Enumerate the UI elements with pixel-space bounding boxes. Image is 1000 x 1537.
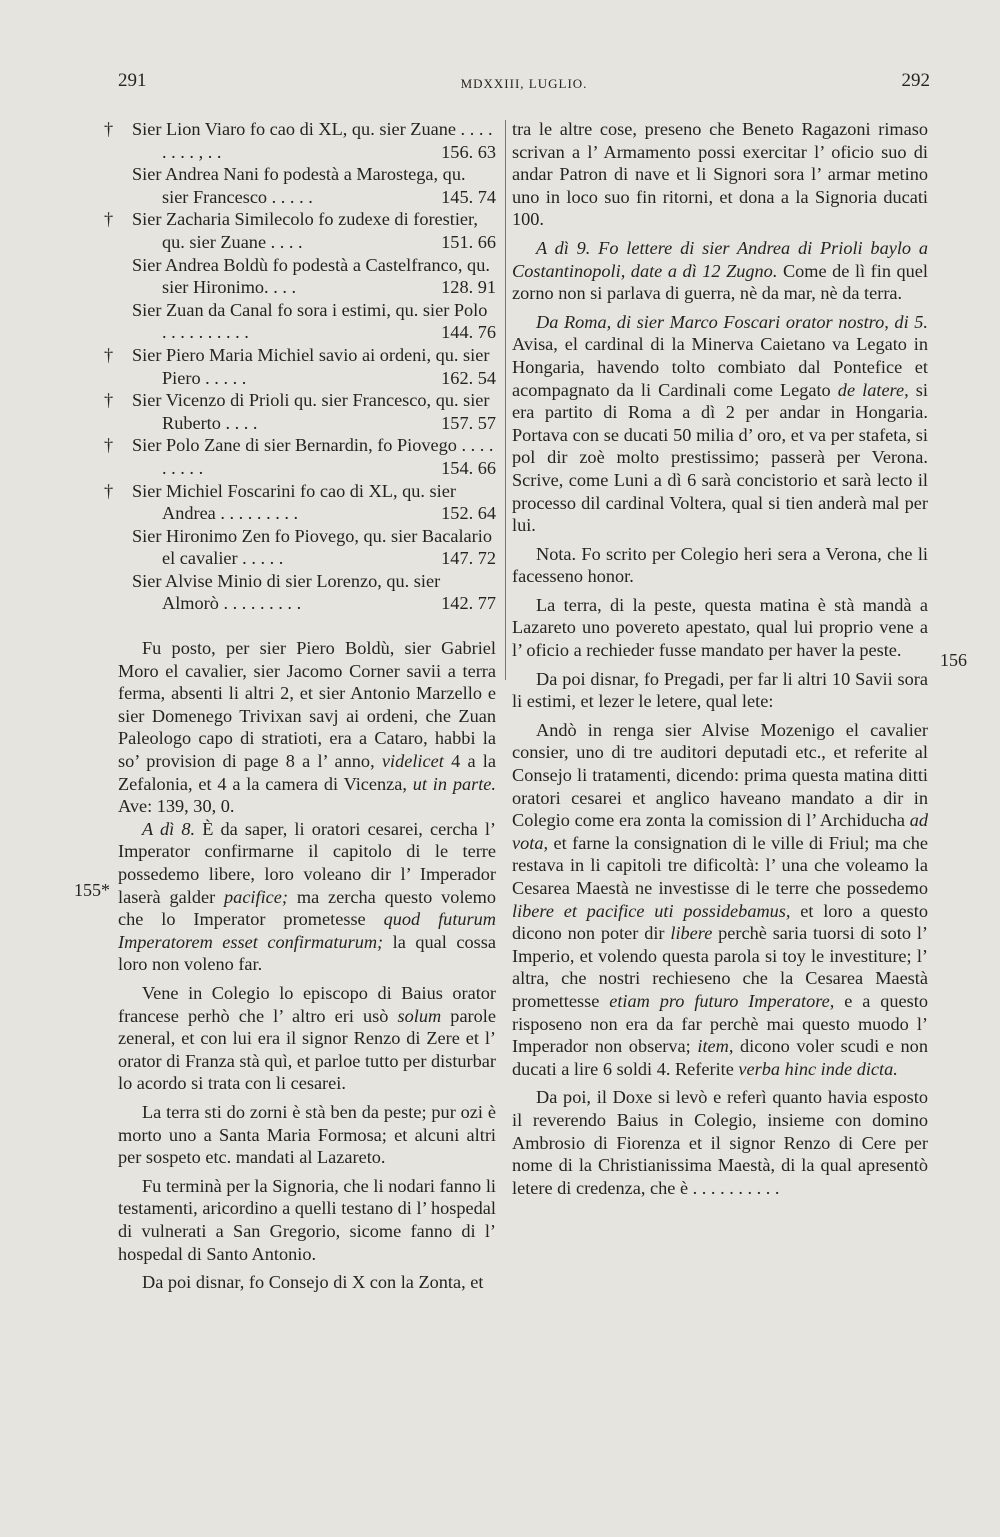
vote-list [118, 118, 496, 615]
column-rule [505, 120, 506, 680]
entry-votes: 156. 63 [441, 141, 496, 162]
entry-text: Sier Hironimo Zen fo Piovego, qu. sier Bacalario el cavalier . . . . . [132, 525, 492, 569]
vote-entry [118, 389, 496, 434]
vote-entry [118, 299, 496, 344]
paragraph-nota: Nota. Fo scrito per Colegio heri sera a Verona, che li facesseno honor. [512, 543, 928, 587]
paragraph-decree: Fu posto, per sier Piero Boldù, sier Gabriel Moro el cavalier, sier Jacomo Corner savii a terra ferma, absenti li altri 2, et sier Antonio Marzello e sier Domenego Trivixan savj ai ordeni, che Zuan Paleologo capo di stratioti, era a Cataro, habbi la so’ provision di page 8 a l’ anno, videlicet 4 a la Zefalonia, et 4 a la camera di Vicenza, ut in parte. Ave: 139, 30, 0. [118, 638, 496, 817]
entry-votes: 145. 74 [441, 186, 496, 207]
entry-text: Sier Andrea Nani fo podestà a Marostega, qu. sier Francesco . . . . . [132, 164, 466, 207]
entry-text: Sier Zuan da Canal fo sora i estimi, qu. sier Polo . . . . . . . . . . [132, 299, 488, 343]
paragraph-baius: Vene in Colegio lo episcopo di Baius orator francese perhò che l’ altro eri usò solum parole zeneral, et con lui era il signor Renzo di Zere et l’ orator di Franza stà quì, et parloe tutto per disturbar lo acordo si trata con li cesarei. [118, 982, 496, 1094]
vote-entry [118, 208, 496, 253]
vote-entry [118, 163, 496, 208]
paragraph-doxe: Da poi, il Doxe si levò e referì quanto havia esposto il reverendo Baius in Colegio, insieme con domino Ambrosio di Fiorenza et il signor Renzo di Cere per nome di la Christianissima Maestà, di la qual apresentò letere di credenza, che è . . . . . . . . . . [512, 1087, 928, 1198]
entry-text: Sier Vicenzo di Prioli qu. sier Francesco, qu. sier Ruberto . . . . [132, 390, 490, 433]
entry-text: Sier Michiel Foscarini fo cao di XL, qu. sier Andrea . . . . . . . . . [132, 480, 456, 524]
paragraph-consejo: Da poi disnar, fo Consejo di X con la Zonta, et [142, 1272, 484, 1293]
paragraph-mozenigo: Andò in renga sier Alvise Mozenigo el cavalier consier, uno di tre auditori deputadi etc., et referite al Consejo li tratamenti, dicendo: prima questa matina ditti oratori cesarei et anglico haveano mandato a dir in Colegio come era zonta la comission di l’ Archiducha ad vota, et farne la consignation di le ville di Friul; ma che restava in li capitoli tre dificoltà: l’ una che voleamo la Cesarea Maestà ne investisse di le terre che possedemo libere et pacifice uti possidebamus, et loro a questo dicono non poter dir libere perchè saria tuorsi di soto l’ Imperio, et volendo questa parola si toy le investiture; l’ altra, che nostri rechieseno che la Cesarea Maestà promettesse etiam pro futuro Imperatore, e a questo risposeno non era da far perchè mai questo muodo l’ Imperador non observa; item, dicono voler scudi e non ducati a lire 6 soldi 4. Referite verba hinc inde dicta. [512, 719, 928, 1079]
entry-votes: 162. 54 [441, 367, 496, 388]
left-page-number: 291 [118, 70, 147, 91]
entry-votes: 144. 76 [441, 322, 496, 343]
entry-text: Sier Piero Maria Michiel savio ai ordeni, qu. sier Piero . . . . . [132, 344, 490, 388]
running-title: MDXXIII, LUGLIO. [460, 76, 588, 91]
vote-entry [118, 570, 496, 615]
entry-text: Sier Andrea Boldù fo podestà a Castelfranco, qu. sier Hironimo. . . . [132, 254, 490, 298]
entry-text: Sier Zacharia Similecolo fo zudexe di forestier, qu. sier Zuane . . . . [132, 209, 478, 252]
vote-entry [118, 254, 496, 299]
entry-text: Sier Lion Viaro fo cao di XL, qu. sier Zuane . . . . . . . . , . . [132, 119, 493, 162]
entry-votes: 151. 66 [441, 231, 496, 252]
left-column [118, 118, 496, 1294]
vote-entry [118, 525, 496, 570]
entry-votes: 128. 91 [441, 277, 496, 298]
entry-text: Sier Alvise Minio di sier Lorenzo, qu. sier Almorò . . . . . . . . . [132, 570, 441, 614]
entry-votes: 147. 72 [441, 548, 496, 569]
paragraph-testaments: Fu terminà per la Signoria, che li nodari fanno li testamenti, aricordino a quelli testano di l’ hospedal di vulnerati a San Gregorio, sicome fanno di l’ hospedal di Santo Antonio. [118, 1175, 496, 1264]
paragraph-day-8: A dì 8. È da saper, li oratori cesarei, cercha l’ Imperator confirmarne il capitolo di le terre possedemo libere, loro voleano dir l’ Imperador laserà galder pacifice; ma zercha questo volemo che lo Imperator prometesse quod futurum Imperatorem esset confirmaturum; la qual cossa loro non voleno far. [118, 818, 496, 975]
vote-entry [118, 480, 496, 525]
entry-text: Sier Polo Zane di sier Bernardin, fo Piovego . . . . . . . . . [132, 435, 494, 478]
entry-votes: 154. 66 [441, 457, 496, 478]
margin-folio-156: 156 [940, 650, 967, 670]
entry-votes: 152. 64 [441, 503, 496, 524]
right-column [512, 118, 928, 1199]
entry-votes: 142. 77 [441, 593, 496, 614]
vote-entry [118, 434, 496, 479]
paragraph-lazareto: La terra, di la peste, questa matina è stà mandà a Lazareto uno povereto apestato, qual lui proprio vene a l’ oficio a rechieder fusse mandato per haver la peste. [512, 594, 928, 661]
vote-entry [118, 344, 496, 389]
vote-entry [118, 118, 496, 163]
margin-folio-155: 155* [74, 880, 110, 900]
running-header [118, 70, 930, 96]
right-page-number: 292 [901, 70, 930, 91]
paragraph-ragazoni: tra le altre cose, preseno che Beneto Ragazoni rimaso scrivan a l’ Armamento possi exercitar l’ oficio suo di andar Patron di nave et li Signori sora l’ armar metino uno in loco suo fin ritorni, et dona a la Signoria ducati 100. [512, 119, 928, 230]
paragraph-plague: La terra sti do zorni è stà ben da peste; pur ozi è morto uno a Santa Maria Formosa; et alcuni altri per sospeto etc. mandati al Lazareto. [118, 1101, 496, 1168]
paragraph-pregadi: Da poi disnar, fo Pregadi, per far li altri 10 Savii sora li estimi, et lezer le letere, qual lete: [512, 668, 928, 712]
entry-votes: 157. 57 [441, 412, 496, 433]
paragraph-roma: Da Roma, di sier Marco Foscari orator nostro, di 5. Avisa, el cardinal di la Minerva Caietano va Legato in Hongaria, havendo tolto combiato dal Pontefice et acompagnato da li Cardinali come Legato de latere, si era partito di Roma a dì 2 per andar in Hongaria. Portava con se ducati 50 milia d’ oro, et va per stafeta, si pol dir zoè molto prestissimo; passerà per Verona. Scrive, come Luni a dì 6 sarà concistorio et sarà lecto il processo dil cardinal Voltera, qual si tien anderà mal per lui. [512, 311, 928, 536]
paragraph-day-9: A dì 9. Fo lettere di sier Andrea di Prioli baylo a Costantinopoli, date a dì 12 Zugno. Come de lì fin quel zorno non si parlava di guerra, nè da mar, nè da terra. [512, 237, 928, 304]
